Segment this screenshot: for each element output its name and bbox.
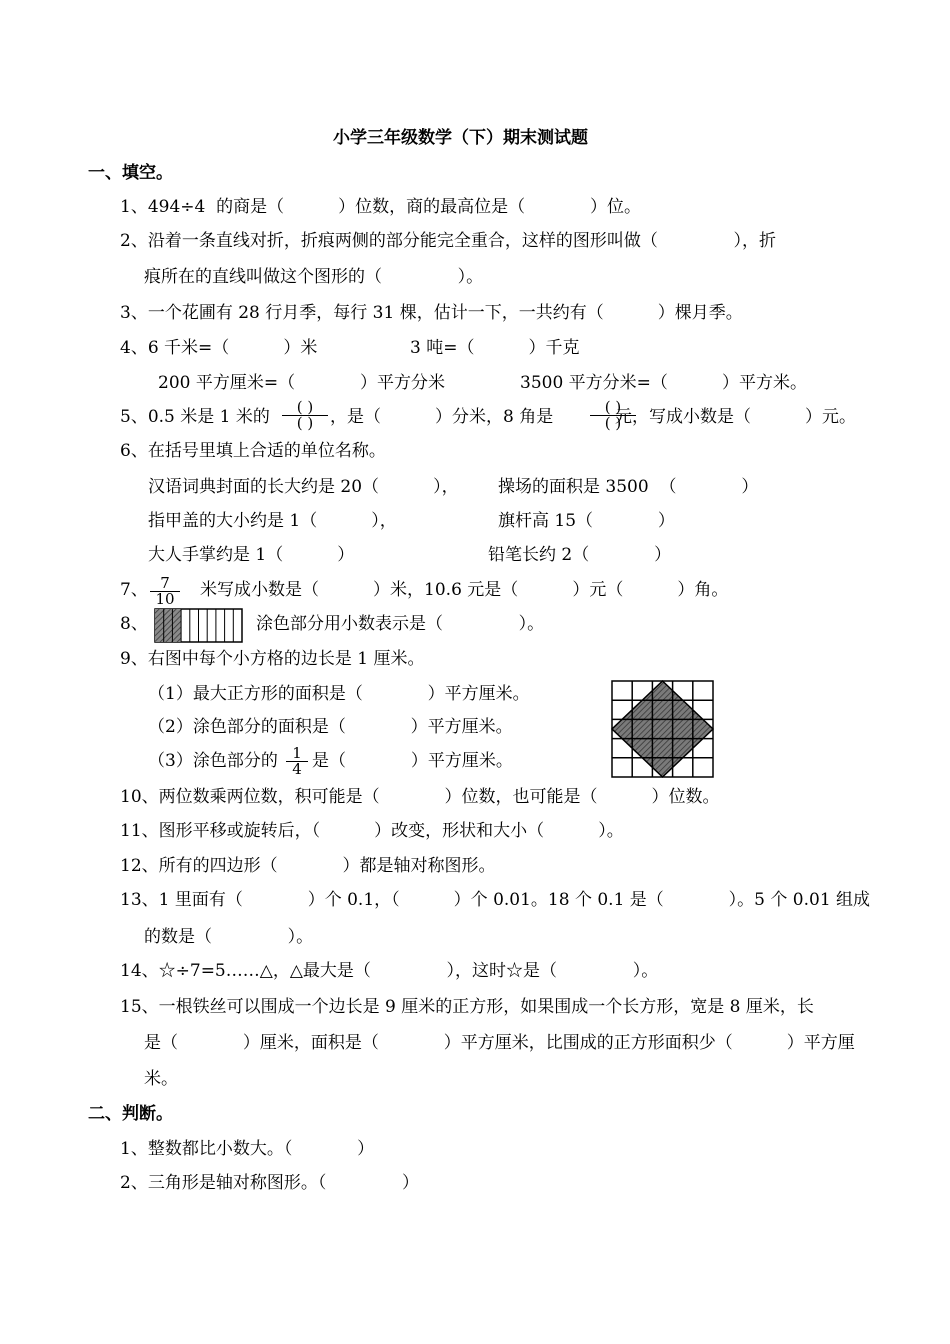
question-4-line-1a: 4、6 千米=（ ）米 bbox=[120, 338, 318, 358]
question-7-fraction bbox=[150, 576, 180, 607]
question-6-line-2a: 指甲盖的大小约是 1（ ）， bbox=[148, 511, 397, 531]
question-6-line-3b: 铅笔长约 2（ ） bbox=[488, 545, 672, 565]
fraction-numerator: ( ) bbox=[282, 400, 328, 416]
question-9: 9、右图中每个小方格的边长是 1 厘米。 bbox=[120, 649, 425, 669]
question-4-line-1b: 3 吨=（ ）千克 bbox=[410, 338, 580, 358]
question-5-fraction-1 bbox=[282, 400, 328, 431]
fraction-denominator: ( ) bbox=[604, 414, 622, 432]
question-5-part-b: ，是（ ）分米，8 角是 bbox=[330, 407, 554, 427]
question-6: 6、在括号里填上合适的单位名称。 bbox=[120, 441, 386, 461]
question-6-line-1a: 汉语词典封面的长大约是 20（ ）， bbox=[148, 477, 459, 497]
question-1: 1、494÷4 的商是（ ）位数，商的最高位是（ ）位。 bbox=[120, 197, 642, 217]
section-true-false: 二、判断。 bbox=[88, 1104, 173, 1124]
question-14: 14、☆÷7=5……△，△最大是（ ），这时☆是（ ）。 bbox=[120, 961, 659, 981]
fraction-denominator: 10 bbox=[155, 590, 175, 608]
question-4-line-2b: 3500 平方分米=（ ）平方米。 bbox=[520, 373, 807, 393]
question-3: 3、一个花圃有 28 行月季，每行 31 棵，估计一下，一共约有（ ）棵月季。 bbox=[120, 303, 743, 323]
fraction-numerator: 7 bbox=[150, 576, 180, 592]
question-6-line-1b: 操场的面积是 3500 （ ） bbox=[498, 477, 759, 497]
question-11: 11、图形平移或旋转后，（ ）改变，形状和大小（ ）。 bbox=[120, 821, 624, 841]
question-2-line-2: 痕所在的直线叫做这个图形的（ ）。 bbox=[144, 267, 484, 287]
question-13-line-2: 的数是（ ）。 bbox=[144, 927, 314, 947]
question-7-text: 米写成小数是（ ）米，10.6 元是（ ）元（ ）角。 bbox=[200, 580, 729, 600]
question-13-line-1: 13、1 里面有（ ）个 0.1，（ ）个 0.01。18 个 0.1 是（ ）。5 个 0.01 组成 bbox=[120, 890, 871, 910]
question-5-part-c: 元，写成小数是（ ）元。 bbox=[615, 407, 857, 427]
question-10: 10、两位数乘两位数，积可能是（ ）位数，也可能是（ ）位数。 bbox=[120, 787, 720, 807]
question-9-fraction bbox=[286, 746, 308, 777]
page-title: 小学三年级数学（下）期末测试题 bbox=[333, 128, 588, 148]
judge-question-1: 1、整数都比小数大。（ ） bbox=[120, 1139, 375, 1159]
question-9-part-3a: （3）涂色部分的 bbox=[148, 751, 278, 771]
question-6-line-3a: 大人手掌约是 1（ ） bbox=[148, 545, 355, 565]
fraction-denominator: ( ) bbox=[296, 414, 314, 432]
question-8-number: 8、 bbox=[120, 614, 148, 634]
question-9-part-1: （1）最大正方形的面积是（ ）平方厘米。 bbox=[148, 684, 530, 704]
question-7-number: 7、 bbox=[120, 580, 148, 600]
question-6-line-2b: 旗杆高 15（ ） bbox=[498, 511, 675, 531]
fraction-denominator: 4 bbox=[292, 760, 302, 778]
question-4-line-2a: 200 平方厘米=（ ）平方分米 bbox=[158, 373, 445, 393]
question-12: 12、所有的四边形（ ）都是轴对称图形。 bbox=[120, 856, 496, 876]
section-fill-blank: 一、填空。 bbox=[88, 163, 173, 183]
question-8-text: 涂色部分用小数表示是（ ）。 bbox=[256, 614, 545, 634]
question-15-line-3: 米。 bbox=[144, 1069, 178, 1089]
question-9-part-2: （2）涂色部分的面积是（ ）平方厘米。 bbox=[148, 717, 513, 737]
fraction-numerator: ( ) bbox=[590, 400, 636, 416]
question-2-line-1: 2、沿着一条直线对折，折痕两侧的部分能完全重合，这样的图形叫做（ ），折 bbox=[120, 231, 776, 251]
question-15-line-2: 是（ ）厘米，面积是（ ）平方厘米，比围成的正方形面积少（ ）平方厘 bbox=[144, 1033, 855, 1053]
fraction-numerator: 1 bbox=[286, 746, 308, 762]
judge-question-2: 2、三角形是轴对称图形。（ ） bbox=[120, 1173, 419, 1193]
question-8-bar-figure bbox=[154, 608, 244, 644]
question-9-grid-figure bbox=[610, 679, 716, 779]
question-9-part-3b: 是（ ）平方厘米。 bbox=[312, 751, 513, 771]
question-5-part-a: 5、0.5 米是 1 米的 bbox=[120, 407, 270, 427]
question-15-line-1: 15、一根铁丝可以围成一个边长是 9 厘米的正方形，如果围成一个长方形，宽是 8 厘米，长 bbox=[120, 997, 814, 1017]
